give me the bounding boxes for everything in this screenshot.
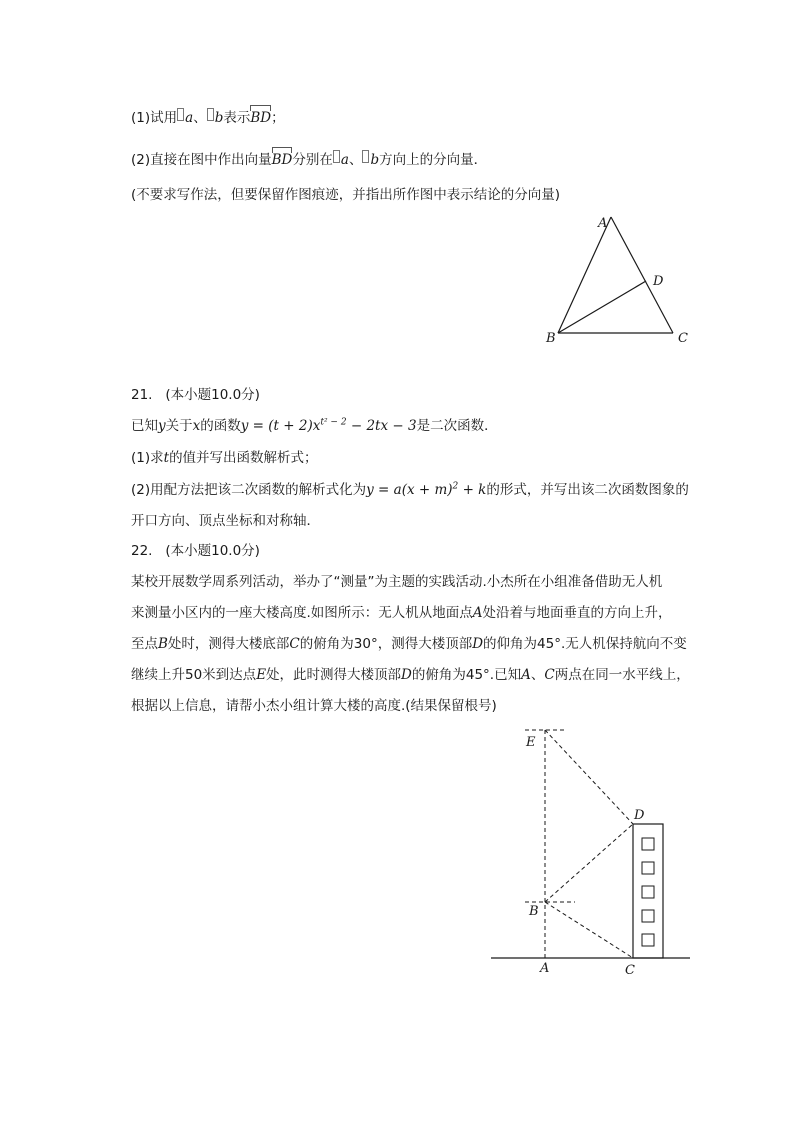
q21-part1-prefix: (1)求	[131, 450, 164, 466]
segment-bd	[558, 281, 646, 333]
point-a: A	[521, 667, 531, 683]
q22-line4-b: 处，此时测得大楼顶部	[266, 667, 402, 683]
q21-stem-func: 的函数	[200, 418, 241, 434]
vertex-exponent: 2	[452, 481, 459, 492]
q22-number: 22.	[131, 543, 153, 559]
q20-part1-mid: 表示	[223, 110, 251, 126]
q20-part1	[131, 108, 285, 128]
sight-ed	[545, 730, 633, 824]
vector-b: b	[370, 152, 380, 168]
vector-a: a	[340, 152, 349, 168]
building-window	[642, 838, 654, 850]
label-e: E	[526, 735, 536, 750]
separator: 、	[193, 110, 207, 126]
building-window	[642, 910, 654, 922]
point-e: E	[256, 667, 267, 683]
vector-b-box	[207, 108, 214, 121]
vector-b: b	[214, 110, 224, 126]
label-c: C	[678, 331, 688, 346]
vertex-form-tail: + k	[458, 482, 487, 498]
label-d: D	[634, 808, 645, 823]
vector-a-box	[177, 108, 184, 121]
q22-line3-a: 至点	[131, 636, 158, 652]
q20-part2-mid: 分别在	[292, 152, 333, 168]
triangle-figure	[535, 205, 705, 355]
vector-b-box	[362, 150, 369, 163]
q20-part2-prefix: (2)直接在图中作出向量	[131, 152, 272, 168]
q22-line4-e: 两点在同一水平线上，	[554, 667, 690, 683]
q22-line3-d: 的仰角为45°.无人机保持航向不变	[483, 636, 687, 652]
point-c: C	[289, 636, 300, 652]
label-a: A	[540, 961, 550, 976]
point-b: B	[158, 636, 168, 652]
vector-a-box	[333, 150, 340, 163]
q22-line4-a: 继续上升50米到达点	[131, 667, 257, 683]
q21-stem-about: 关于	[165, 418, 193, 434]
side-ac	[611, 217, 673, 333]
building-window	[642, 934, 654, 946]
vertex-form: y = a(x + m)	[366, 482, 453, 498]
q22-line3-c: 的俯角为30°，测得大楼顶部	[299, 636, 473, 652]
function-formula-tail: − 2tx − 3	[346, 418, 417, 434]
q20-part1-prefix: (1)试用	[131, 110, 178, 126]
building	[633, 824, 663, 958]
label-b: B	[529, 904, 539, 919]
q22-score: (本小题10.0分)	[165, 543, 260, 559]
building-window	[642, 862, 654, 874]
q20-part2	[131, 150, 487, 170]
q21-part2	[131, 480, 689, 500]
q21-stem-end: 是二次函数．	[416, 418, 498, 434]
point-c: C	[544, 667, 555, 683]
q22-line4	[131, 665, 690, 685]
sight-bd	[545, 824, 633, 902]
vector-bd: BD	[271, 152, 293, 168]
q21-part2-line2: 开口方向、顶点坐标和对称轴．	[131, 513, 320, 529]
sight-bc	[545, 902, 633, 958]
side-ab	[558, 217, 611, 333]
label-a: A	[598, 216, 608, 231]
vector-a: a	[185, 110, 194, 126]
label-c: C	[625, 963, 635, 978]
q22-line4-d: 、	[530, 667, 545, 683]
q21-stem-prefix: 已知	[131, 418, 158, 434]
q21-part1	[131, 448, 318, 468]
point-d: D	[401, 667, 412, 683]
q20-part1-end: ；	[271, 110, 285, 126]
var-x: x	[192, 418, 201, 434]
q21-header	[131, 385, 260, 405]
q20-note: (不要求写作法，但要保留作图痕迹，并指出所作图中表示结论的分向量)	[131, 187, 561, 203]
var-y: y	[158, 418, 166, 434]
vector-bd: BD	[250, 110, 272, 126]
point-d: D	[472, 636, 484, 652]
label-d: D	[653, 274, 664, 289]
label-b: B	[546, 331, 556, 346]
q22-line2-a: 来测量小区内的一座大楼高度.如图所示：无人机从地面点	[131, 605, 473, 621]
building-window	[642, 886, 654, 898]
q22-line2-b: 处沿着与地面垂直的方向上升，	[482, 605, 672, 621]
function-formula: y = (t + 2)x	[240, 418, 321, 434]
q21-number: 21.	[131, 387, 153, 403]
var-t: t	[163, 450, 170, 466]
q22-line3	[131, 634, 687, 654]
q20-part2-end: 方向上的分向量．	[379, 152, 488, 168]
drone-building-figure	[485, 720, 695, 985]
point-a: A	[472, 605, 483, 621]
q21-part2-end: 的形式，并写出该二次函数图象的	[486, 482, 689, 498]
separator: 、	[348, 152, 363, 168]
q22-line2	[131, 603, 672, 623]
q22-line4-c: 的俯角为45°.已知	[411, 667, 522, 683]
q22-line3-b: 处时，测得大楼底部	[167, 636, 290, 652]
q22-line1: 某校开展数学周系列活动，举办了“测量”为主题的实践活动.小杰所在小组准备借助无人机	[131, 574, 663, 590]
q21-part2-prefix: (2)用配方法把该二次函数的解析式化为	[131, 482, 367, 498]
q21-part1-end: 的值并写出函数解析式；	[169, 450, 318, 466]
q22-header	[131, 541, 260, 561]
q22-line5: 根据以上信息，请帮小杰小组计算大楼的高度.(结果保留根号)	[131, 698, 497, 714]
q21-score: (本小题10.0分)	[165, 387, 260, 403]
function-exponent: t² − 2	[320, 417, 347, 428]
q21-stem	[131, 416, 498, 436]
